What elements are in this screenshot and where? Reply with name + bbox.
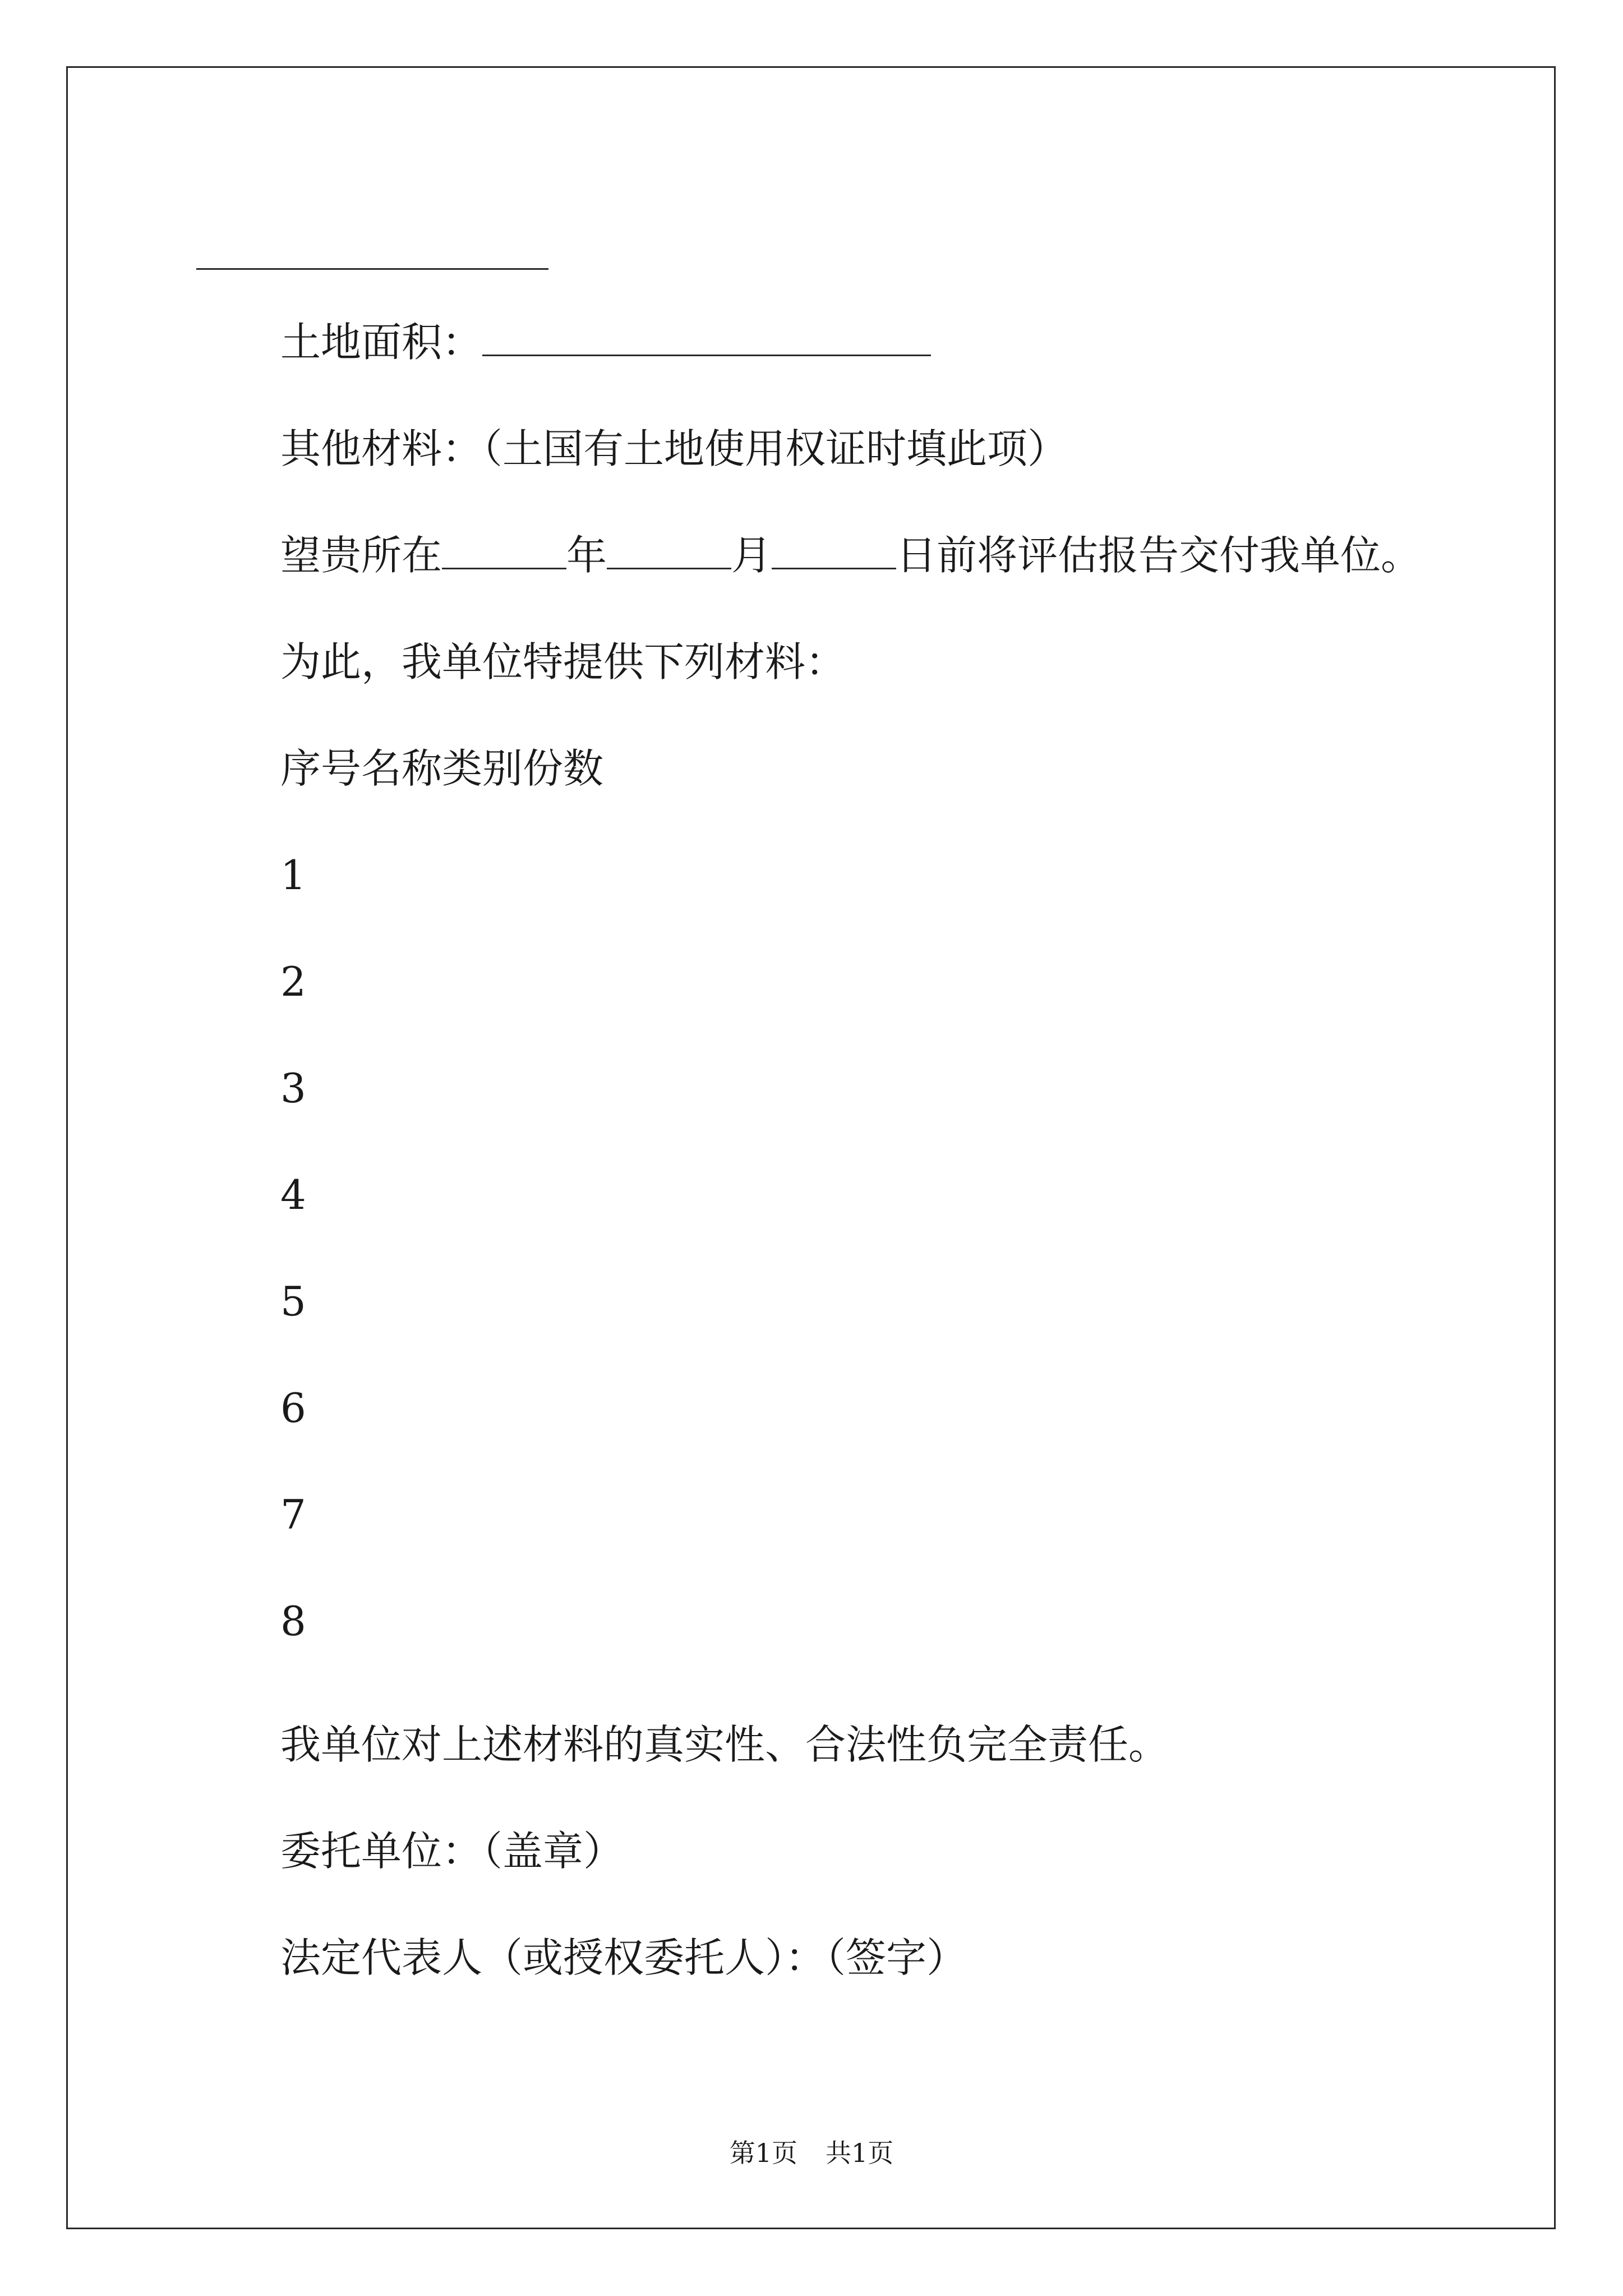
land-area-blank [482, 320, 931, 356]
table-row-number: 2 [280, 958, 306, 1005]
table-row-number: 3 [280, 1065, 306, 1112]
month-blank [607, 533, 731, 569]
year-blank [442, 533, 566, 569]
land-area-line [280, 317, 931, 367]
table-row-number: 6 [280, 1384, 306, 1432]
deadline-suffix: 日前将评估报告交付我单位。 [896, 532, 1422, 579]
legal-representative-line: 法定代表人（或授权委托人）：（签字） [280, 1934, 967, 1981]
page-current: 第1页 [729, 2138, 797, 2168]
land-area-label: 土地面积： [280, 319, 483, 366]
table-row-number: 7 [280, 1491, 306, 1538]
month-label: 月 [731, 532, 772, 579]
deadline-line [280, 530, 1421, 581]
page-total: 共1页 [826, 2138, 894, 2168]
other-materials-line: 其他材料：（土国有土地使用权证时填此项） [280, 425, 1068, 472]
table-row-number: 4 [280, 1171, 306, 1218]
table-row-number: 5 [280, 1278, 306, 1325]
deadline-prefix: 望贵所在 [280, 532, 442, 579]
table-row-number: 8 [280, 1598, 306, 1645]
fill-in-blank-line [196, 268, 548, 270]
day-blank [772, 533, 896, 569]
table-row-number: 1 [280, 852, 306, 899]
client-unit-line: 委托单位：（盖章） [280, 1828, 624, 1875]
materials-intro: 为此，我单位特提供下列材料： [280, 638, 846, 685]
responsibility-statement: 我单位对上述材料的真实性、合法性负完全责任。 [280, 1721, 1169, 1768]
page-frame [66, 66, 1556, 2229]
year-label: 年 [566, 532, 607, 579]
table-header: 序号名称类别份数 [280, 745, 604, 792]
page-footer [0, 2136, 1623, 2170]
